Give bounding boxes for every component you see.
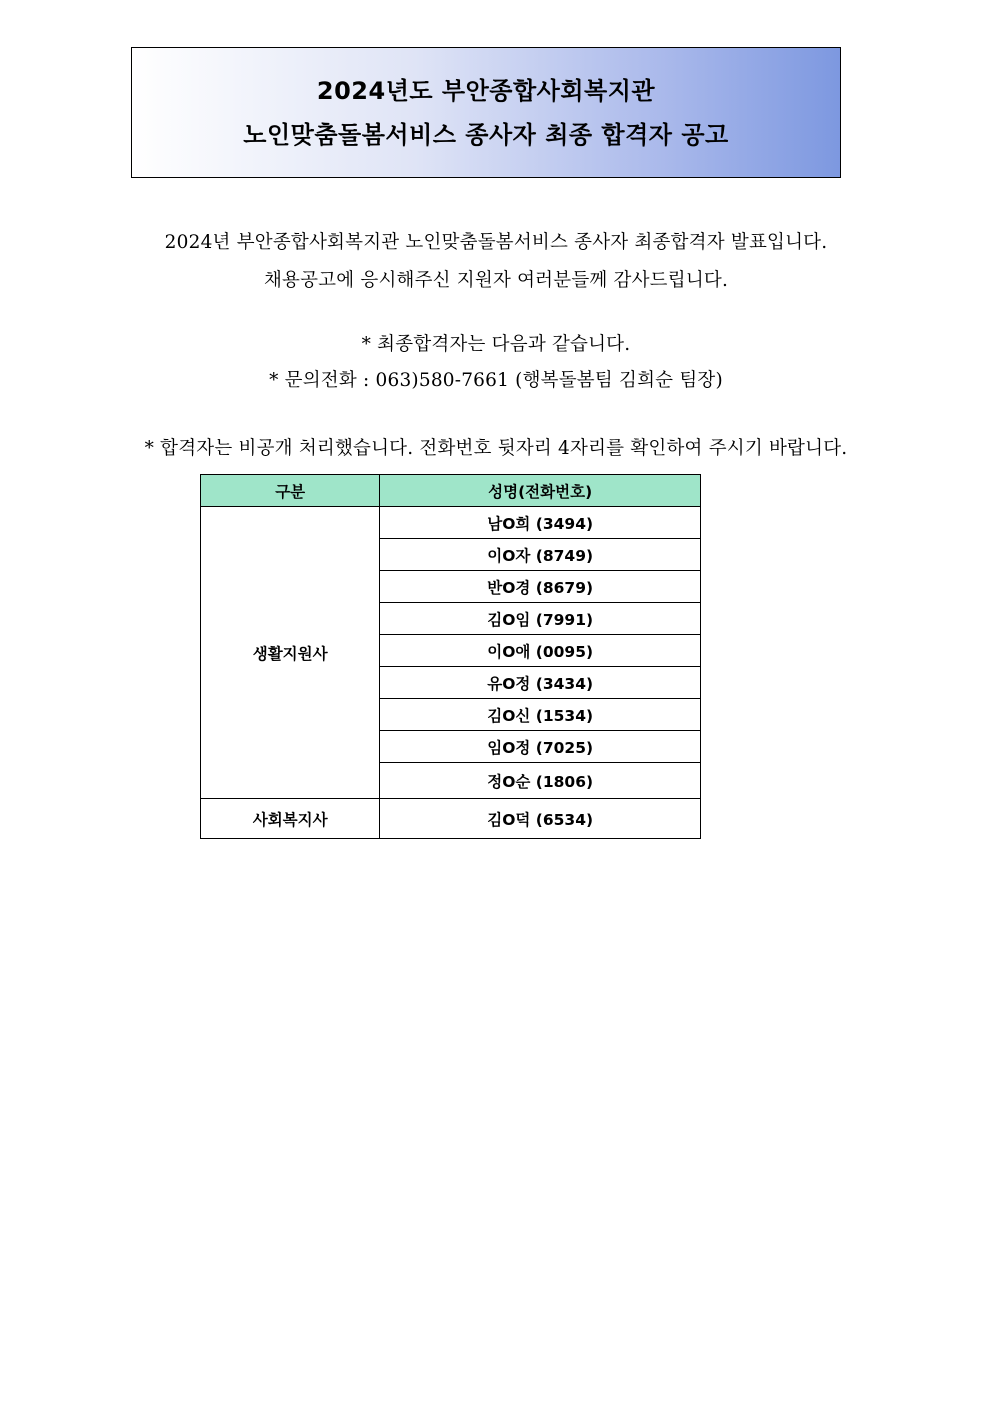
intro-line-2: 채용공고에 응시해주신 지원자 여러분들께 감사드립니다. — [263, 270, 729, 291]
category-cell: 생활지원사 — [201, 507, 380, 799]
note-final-list: * 최종합격자는 다음과 같습니다. — [361, 334, 631, 355]
name-cell: 이O애 (0095) — [380, 635, 701, 667]
name-cell: 남O희 (3494) — [380, 507, 701, 539]
category-cell: 사회복지사 — [201, 799, 380, 839]
name-cell: 정O순 (1806) — [380, 763, 701, 799]
title-box — [131, 47, 841, 178]
name-cell: 김O신 (1534) — [380, 699, 701, 731]
table-header-row — [201, 475, 701, 507]
name-cell: 유O정 (3434) — [380, 667, 701, 699]
header-name: 성명(전화번호) — [380, 475, 701, 507]
note-privacy: * 합격자는 비공개 처리했습니다. 전화번호 뒷자리 4자리를 확인하여 주시기 바랍니다. — [144, 438, 848, 459]
name-cell: 김O임 (7991) — [380, 603, 701, 635]
results-table — [200, 474, 701, 839]
header-category: 구분 — [201, 475, 380, 507]
name-cell: 반O경 (8679) — [380, 571, 701, 603]
title-line-1: 2024년도 부안종합사회복지관 — [316, 76, 656, 105]
name-cell: 임O정 (7025) — [380, 731, 701, 763]
intro-line-1: 2024년 부안종합사회복지관 노인맞춤돌봄서비스 종사자 최종합격자 발표입니다. — [164, 232, 828, 253]
title-line-2: 노인맞춤돌봄서비스 종사자 최종 합격자 공고 — [243, 120, 729, 149]
table-row — [201, 507, 701, 539]
name-cell: 이O자 (8749) — [380, 539, 701, 571]
name-cell: 김O덕 (6534) — [380, 799, 701, 839]
table-row — [201, 799, 701, 839]
note-contact: * 문의전화 : 063)580-7661 (행복돌봄팀 김희순 팀장) — [269, 370, 723, 391]
